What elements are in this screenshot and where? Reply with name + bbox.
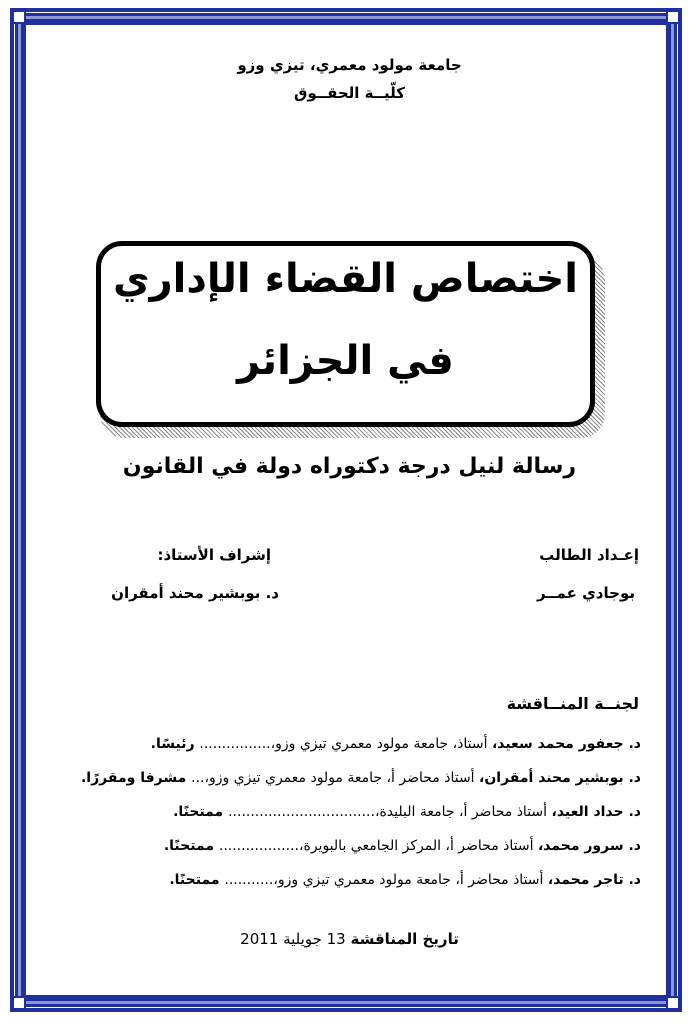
member-affiliation: أستاذ محاضر أ، جامعة مولود معمري تيزي وزو،........... [224,872,548,888]
member-name: د. تاجر محمد، [547,872,641,888]
committee-member [173,804,641,820]
member-role: ممتحنًا. [173,804,229,820]
member-name: د. بوبشير محند أمقران، [479,770,641,786]
committee-member [169,872,641,888]
member-affiliation: أستاذ محاضر أ، المركز الجامعي بالبويرة،.................. [218,838,538,854]
corner-ornament-bottom-right [666,996,680,1010]
author-name: بوجادي عمــر [536,584,635,602]
thesis-subtitle: رسالة لنيل درجة دكتوراه دولة في القانون [122,454,577,479]
supervisor-label: إشراف الأستاذ: [157,546,271,564]
member-role: ممتحنًا. [163,838,219,854]
university-name: جامعة مولود معمري، تيزي وزو [237,56,462,74]
defense-date [0,930,699,948]
defense-date-value: 13 جويلية 2011 [240,930,351,948]
member-affiliation: أستاذ محاضر أ، جامعة البليدة،................................. [228,804,552,820]
corner-ornament-bottom-left [12,996,26,1010]
committee-title: لجنــة المنــاقشة [506,694,639,713]
author-label: إعـداد الطالب [539,546,639,564]
corner-ornament-top-left [12,10,26,24]
member-name: د. حداد العيد، [551,804,641,820]
supervisor-name: د. بوبشير محند أمقران [111,584,279,602]
thesis-title-line2: في الجزائر [237,338,454,384]
member-name: د. سرور محمد، [537,838,641,854]
member-role: ممتحنًا. [169,872,225,888]
member-affiliation: أستاذ، جامعة مولود معمري تيزي وزو،................ [199,736,492,752]
member-role: رئيسًا. [150,736,200,752]
corner-ornament-top-right [666,10,680,24]
member-affiliation: أستاذ محاضر أ، جامعة مولود معمري تيزي وزو،... [191,770,480,786]
member-name: د. جعفور محمد سعيد، [491,736,641,752]
committee-member [81,770,641,786]
member-role: مشرفا ومقررًا. [80,770,192,786]
committee-member [151,736,641,752]
thesis-title-line1: اختصاص القضاء الإداري [112,256,579,302]
defense-date-label: تاريخ المناقشة [350,930,459,948]
faculty-name: كلّيــة الحقــوق [294,84,405,102]
committee-member [164,838,641,854]
